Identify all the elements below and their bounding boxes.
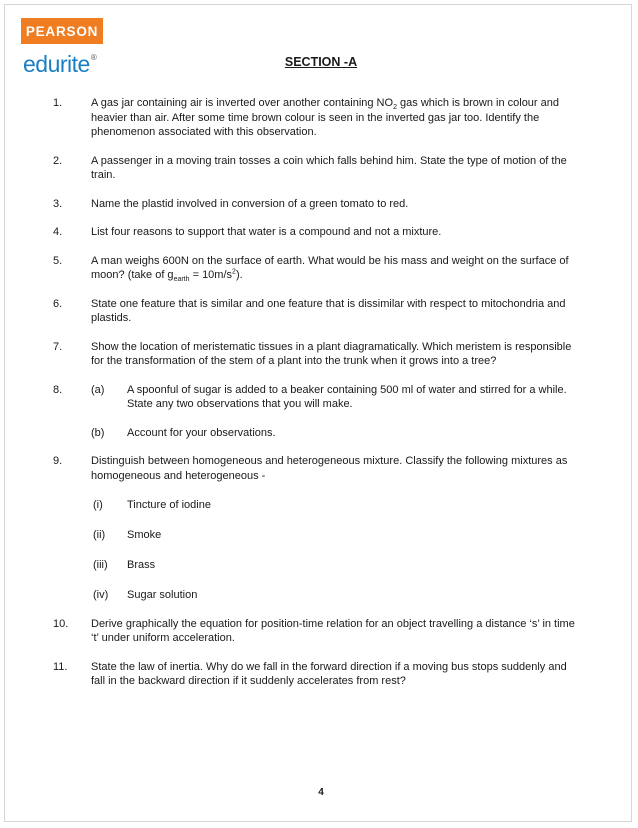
question-list bbox=[0, 96, 638, 689]
question-text: List four reasons to support that water is a compound and not a mixture. bbox=[91, 226, 442, 238]
question-number: 10. bbox=[53, 617, 69, 630]
question-7 bbox=[0, 340, 638, 369]
edurite-logo-text: edurite bbox=[23, 51, 90, 77]
question-text bbox=[91, 96, 580, 140]
question-10 bbox=[0, 617, 638, 646]
page-number: 4 bbox=[318, 787, 324, 798]
sub-question-label: (a) bbox=[91, 383, 105, 396]
question-1 bbox=[0, 96, 638, 140]
question-number: 5. bbox=[53, 254, 63, 267]
sub-item-label: (ii) bbox=[93, 529, 106, 541]
question-number: 7. bbox=[53, 340, 63, 353]
question-number: 2. bbox=[53, 154, 63, 167]
question-2 bbox=[0, 154, 638, 183]
sub-item bbox=[0, 528, 638, 543]
question-text: Name the plastid involved in conversion of a green tomato to red. bbox=[91, 197, 409, 210]
question-number: 1. bbox=[53, 97, 63, 109]
question-text-part: A man weighs 600N on the surface of earth. What would be his mass and weight on the surface of moon? (take of g bbox=[91, 254, 569, 281]
sub-question bbox=[0, 426, 638, 441]
sub-item bbox=[0, 588, 638, 603]
question-text-part: gas which is brown in colour and heavier than air. After some time brown colour is seen in the inverted gas jar too. Identify the phenomenon associated with this observation. bbox=[91, 97, 559, 138]
question-number: 6. bbox=[53, 297, 63, 310]
question-5 bbox=[0, 254, 638, 283]
question-text: Derive graphically the equation for position-time relation for an object travelling a distance ‘s’ in time ‘t’ under uniform acceleration. bbox=[91, 617, 575, 644]
question-text-part: = 10m/s bbox=[189, 269, 233, 281]
question-text: Distinguish between homogeneous and heterogeneous mixture. Classify the following mixtures as homogeneous and heterogeneous - bbox=[91, 455, 568, 482]
question-9 bbox=[0, 454, 638, 603]
pearson-logo: PEARSON bbox=[21, 18, 103, 44]
section-title: SECTION -A bbox=[284, 55, 358, 69]
question-number: 9. bbox=[53, 455, 63, 467]
question-text: Show the location of meristematic tissues in a plant diagramatically. Which meristem is responsible for the transformation of the stem of a plant into the trunk when it grows into a tree? bbox=[91, 340, 572, 367]
superscript: 2 bbox=[232, 268, 236, 276]
subscript: 2 bbox=[393, 104, 397, 112]
question-text-part: A gas jar containing air is inverted over another containing NO bbox=[91, 97, 394, 109]
question-6 bbox=[0, 297, 638, 326]
sub-question-label: (b) bbox=[91, 426, 105, 439]
question-text: State the law of inertia. Why do we fall in the forward direction if a moving bus stops suddenly and fall in the backward direction if it suddenly accelerates from rest? bbox=[91, 660, 567, 687]
sub-item-label: (iv) bbox=[93, 589, 109, 601]
question-number: 8. bbox=[53, 383, 63, 396]
question-number: 3. bbox=[53, 197, 63, 210]
sub-item-text: Brass bbox=[127, 559, 156, 571]
sub-item-text: Smoke bbox=[127, 529, 162, 541]
question-8 bbox=[0, 383, 638, 441]
question-text-part: ). bbox=[235, 269, 243, 281]
sub-item bbox=[0, 498, 638, 513]
question-4 bbox=[0, 225, 638, 240]
sub-item-label: (i) bbox=[93, 499, 103, 511]
sub-item-text: Sugar solution bbox=[127, 589, 198, 601]
sub-question bbox=[0, 383, 638, 412]
sub-question-text: A spoonful of sugar is added to a beaker containing 500 ml of water and stirred for a while. State any two observations that you will make. bbox=[127, 383, 567, 410]
subscript: earth bbox=[173, 276, 190, 284]
sub-item-label: (iii) bbox=[93, 559, 108, 571]
sub-item bbox=[0, 558, 638, 573]
question-text: State one feature that is similar and one feature that is dissimilar with respect to mitochondria and plastids. bbox=[91, 297, 566, 324]
question-11 bbox=[0, 660, 638, 689]
question-text: A passenger in a moving train tosses a coin which falls behind him. State the type of motion of the train. bbox=[91, 154, 567, 181]
sub-item-text: Tincture of iodine bbox=[127, 499, 211, 511]
sub-question-text: Account for your observations. bbox=[127, 426, 276, 439]
question-number: 4. bbox=[53, 226, 63, 238]
question-3 bbox=[0, 197, 638, 212]
question-number: 11. bbox=[53, 660, 68, 673]
trademark-mark: ® bbox=[90, 53, 97, 62]
question-text bbox=[91, 254, 580, 283]
